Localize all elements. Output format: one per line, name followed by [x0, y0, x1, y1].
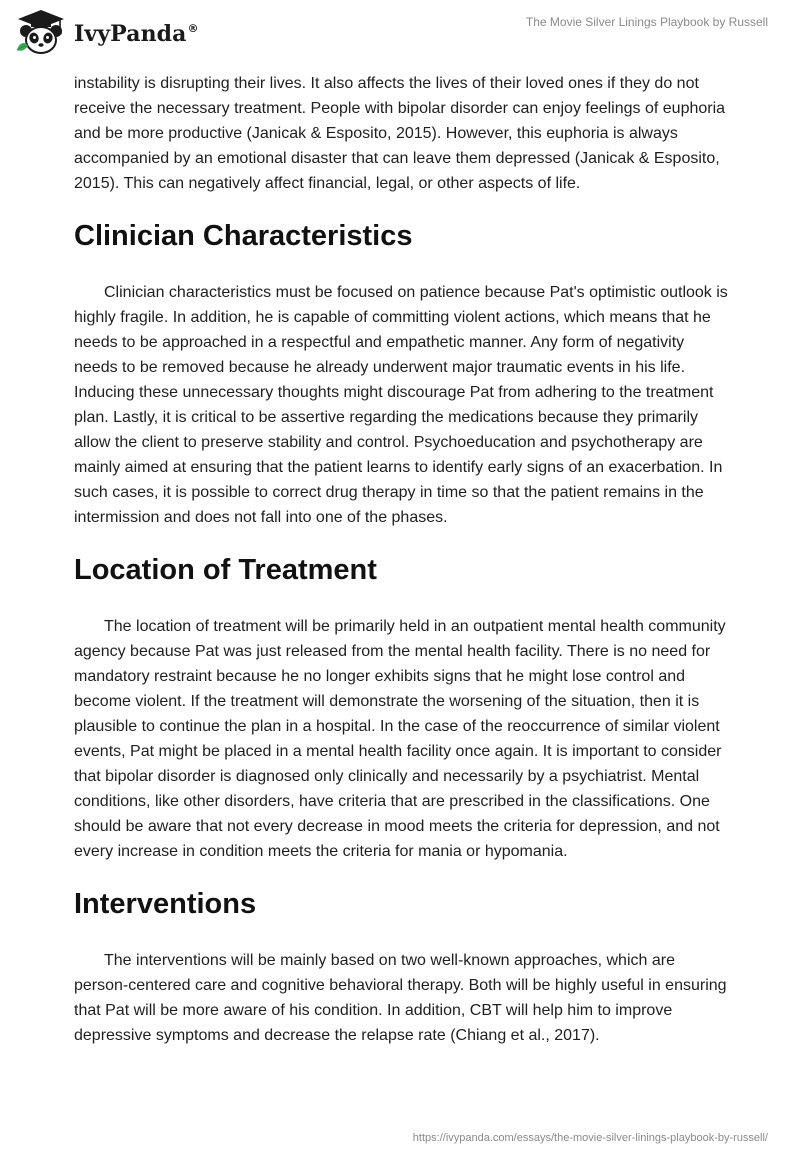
paragraph-clinician-characteristics: Clinician characteristics must be focused on patience because Pat's optimistic outlook is highly fragile. In addition, he is capable of committing violent actions, which means that he needs to be approached in a respectful and empathetic manner. Any form of negativity needs to be removed because he already underwent major traumatic events in his life. Inducing these unnecessary thoughts might discourage Pat from adhering to the treatment plan. Lastly, it is critical to be assertive regarding the medications because they primarily allow the client to preserve stability and control. Psychoeducation and psychotherapy are mainly aimed at ensuring that the patient learns to identify early signs of an exacerbation. In such cases, it is possible to correct drug therapy in time so that the patient remains in the intermission and does not fall into one of the phases. — [74, 284, 728, 526]
ivypanda-logo[interactable] — [14, 8, 199, 56]
heading-location-of-treatment: Location of Treatment — [74, 554, 377, 586]
logo-wordmark — [74, 21, 199, 47]
registered-mark: ® — [187, 22, 199, 35]
panda-graduate-icon — [14, 8, 68, 56]
paragraph-location-of-treatment: The location of treatment will be primarily held in an outpatient mental health community agency because Pat was just released from the mental health facility. There is no need for mandatory restraint because he no longer exhibits signs that he might lose control and become violent. If the treatment will demonstrate the worsening of the situation, then it is plausible to continue the plan in a hospital. In the case of the reoccurrence of similar violent events, Pat might be placed in a mental health facility once again. It is important to consider that bipolar disorder is diagnosed only clinically and necessarily by a psychiatrist. Mental conditions, like other disorders, have criteria that are prescribed in the classifications. One should be aware that not every decrease in mood meets the criteria for depression, and not every increase in condition meets the criteria for mania or hypomania. — [74, 618, 726, 860]
heading-clinician-characteristics: Clinician Characteristics — [74, 220, 413, 252]
logo-name: IvyPanda — [74, 21, 187, 47]
source-url[interactable]: https://ivypanda.com/essays/the-movie-silver-linings-playbook-by-russell/ — [412, 1132, 768, 1144]
paragraph-interventions: The interventions will be mainly based on two well-known approaches, which are person-centered care and cognitive behavioral therapy. Both will be highly useful in ensuring that Pat will be more aware of his condition. In addition, CBT will help him to improve depressive symptoms and decrease the relapse rate (Chiang et al., 2017). — [74, 952, 727, 1044]
heading-interventions: Interventions — [74, 888, 257, 920]
intro-paragraph: instability is disrupting their lives. It also affects the lives of their loved ones if they do not receive the necessary treatment. People with bipolar disorder can enjoy feelings of euphoria and be more productive (Janicak & Esposito, 2015). However, this euphoria is always accompanied by an emotional disaster that can leave them depressed (Janicak & Esposito, 2015). This can negatively affect financial, legal, or other aspects of life. — [74, 75, 726, 192]
essay-content — [74, 71, 730, 1048]
document-title: The Movie Silver Linings Playbook by Russell — [525, 15, 768, 29]
page-header — [0, 0, 800, 72]
